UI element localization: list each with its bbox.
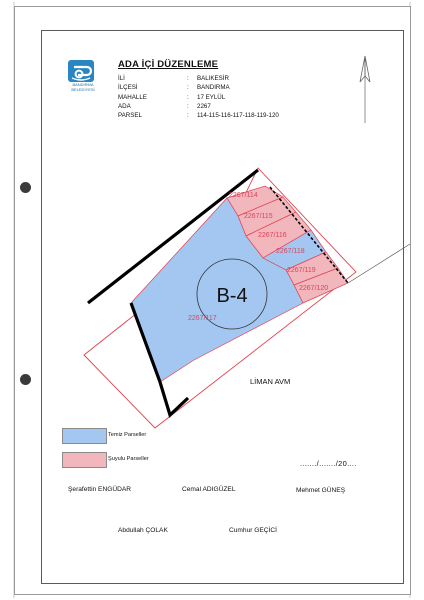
- info-separator: :: [187, 93, 189, 101]
- legend-label-disputed: Şuyulu Parseller: [108, 456, 149, 462]
- landmark-label: LİMAN AVM: [250, 377, 291, 386]
- parcel-label-117: 2267/117: [188, 315, 217, 322]
- info-value: BALIKESİR: [197, 75, 229, 82]
- signature-name: Mehmet GÜNEŞ: [296, 487, 346, 494]
- legend-swatch-clean: [62, 428, 107, 444]
- info-separator: :: [187, 84, 189, 92]
- signature-name: Cemal ADIGÜZEL: [182, 486, 236, 493]
- info-separator: :: [187, 75, 189, 82]
- parcel-label-116: 2267/116: [258, 232, 287, 239]
- signature-name: Şerafettin ENGÜDAR: [68, 486, 132, 493]
- signature-name: Cumhur GEÇİCİ: [229, 527, 277, 534]
- info-separator: :: [187, 102, 189, 110]
- north-arrow-icon: [360, 56, 370, 123]
- signature-name: Abdullah ÇOLAK: [118, 527, 168, 534]
- info-label: PARSEL: [118, 112, 142, 120]
- document-title: ADA İÇİ DÜZENLEME: [118, 59, 219, 70]
- info-label: İLÇESİ: [118, 84, 138, 92]
- info-label: MAHALLE: [118, 93, 147, 101]
- info-value: 17 EYLÜL: [197, 93, 226, 101]
- info-label: ADA: [118, 102, 131, 110]
- legend-swatch-disputed: [62, 452, 107, 468]
- info-value: 2267: [197, 102, 211, 110]
- parcel-label-120: 2267/120: [299, 285, 329, 292]
- info-label: İLİ: [118, 75, 125, 82]
- info-separator: :: [187, 112, 189, 120]
- street-line: [348, 244, 410, 283]
- parcel-label-119: 2267/119: [287, 267, 316, 274]
- info-value: 114-115-116-117-118-119-120: [197, 112, 279, 120]
- parcel-label-114: 2267/114: [229, 192, 258, 199]
- block-label: B-4: [216, 285, 248, 307]
- parcel-label-115: 2267/115: [244, 213, 273, 220]
- date-field: ......./......./20....: [300, 459, 357, 468]
- legend-label-clean: Temiz Parseller: [108, 432, 147, 438]
- parcel-label-118: 2267/118: [276, 248, 305, 255]
- info-value: BANDIRMA: [197, 84, 230, 92]
- logo-caption: BANDIRMA BELEDİYESİ: [71, 82, 95, 92]
